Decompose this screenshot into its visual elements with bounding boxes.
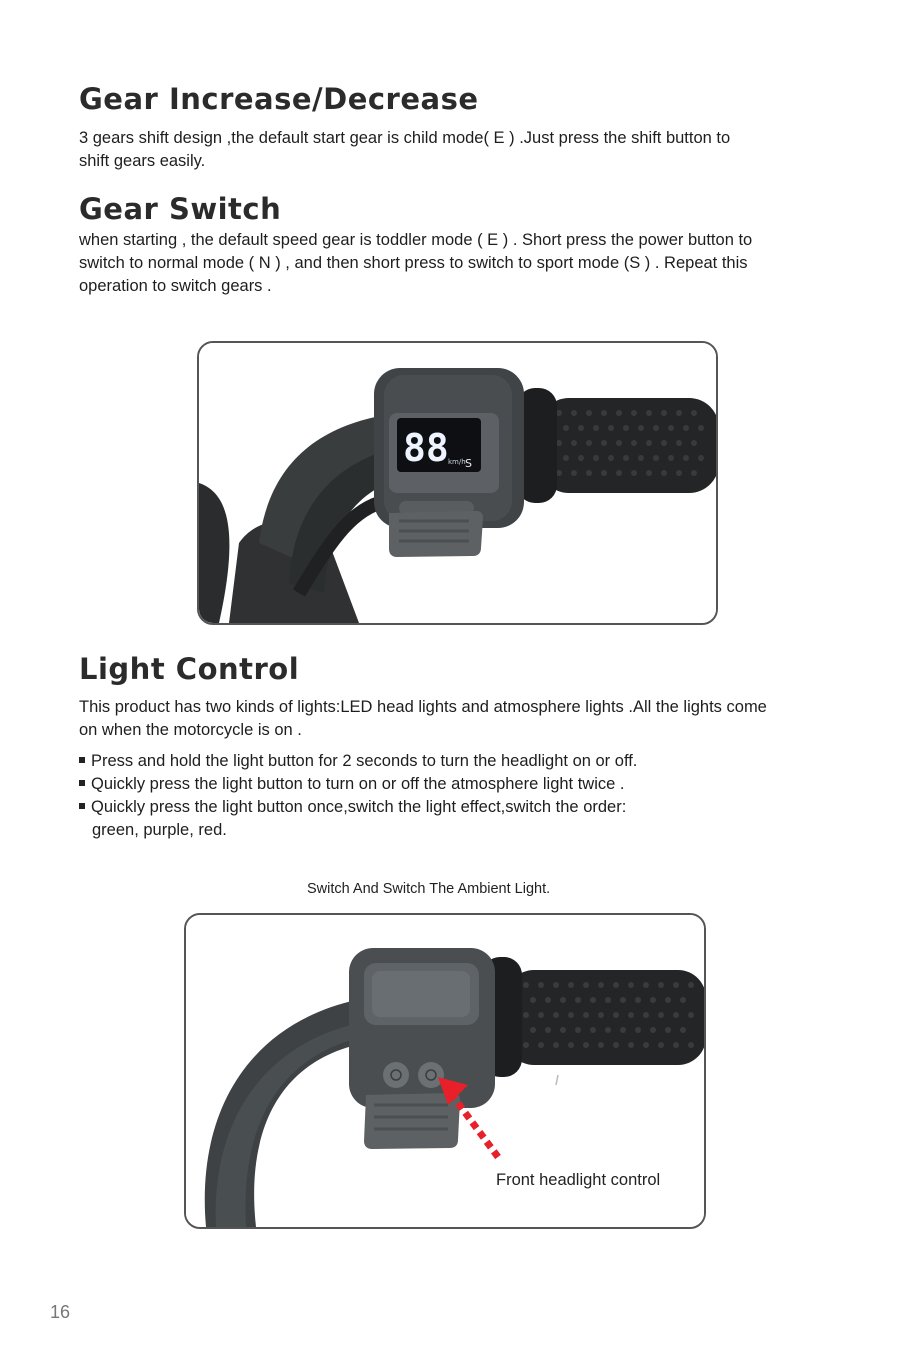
gear-increase-text-line2: shift gears easily. [79,152,206,170]
light-button-photo [184,913,706,1229]
bullet-marker [79,780,85,786]
gear-switch-text-line1: when starting , the default speed gear is toddler mode ( E ) . Short press the power button to [79,231,753,249]
bullet-text: Press and hold the light button for 2 seconds to turn the headlight on or off. [91,752,638,770]
light-button [418,1062,444,1088]
heading-gear-increase-decrease: Gear Increase/Decrease [79,82,479,116]
power-button [383,1062,409,1088]
light-control-text-line1: This product has two kinds of lights:LED head lights and atmosphere lights .All the lights come [79,698,767,716]
gear-switch-text-line2: switch to normal mode ( N ) , and then short press to switch to sport mode (S ) . Repeat this [79,254,748,272]
bullet-marker [79,803,85,809]
gear-switch-text-line3: operation to switch gears . [79,277,272,295]
list-item-continuation [79,819,859,842]
heading-light-control: Light Control [79,652,300,686]
bullet-text: Quickly press the light button to turn on or off the atmosphere light twice . [91,775,625,793]
gear-increase-text-line1: 3 gears shift design ,the default start gear is child mode( E ) .Just press the shift button to [79,129,731,147]
figure-caption: Switch And Switch The Ambient Light. [307,881,551,897]
display-mode: S [465,457,472,470]
list-item [79,773,859,796]
light-control-text-line2: on when the motorcycle is on . [79,721,302,739]
list-item [79,796,859,819]
bullet-text: Quickly press the light button once,switch the light effect,switch the order: [91,798,627,816]
heading-gear-switch: Gear Switch [79,192,282,226]
throttle-display-photo [197,341,718,625]
display-unit: km/h [448,458,466,466]
page-number: 16 [50,1302,71,1322]
bullet-text-continued: green, purple, red. [92,821,227,839]
display-digits: 88 [403,426,449,470]
front-headlight-callout: Front headlight control [496,1171,661,1189]
list-item [79,750,859,773]
bullet-marker [79,757,85,763]
